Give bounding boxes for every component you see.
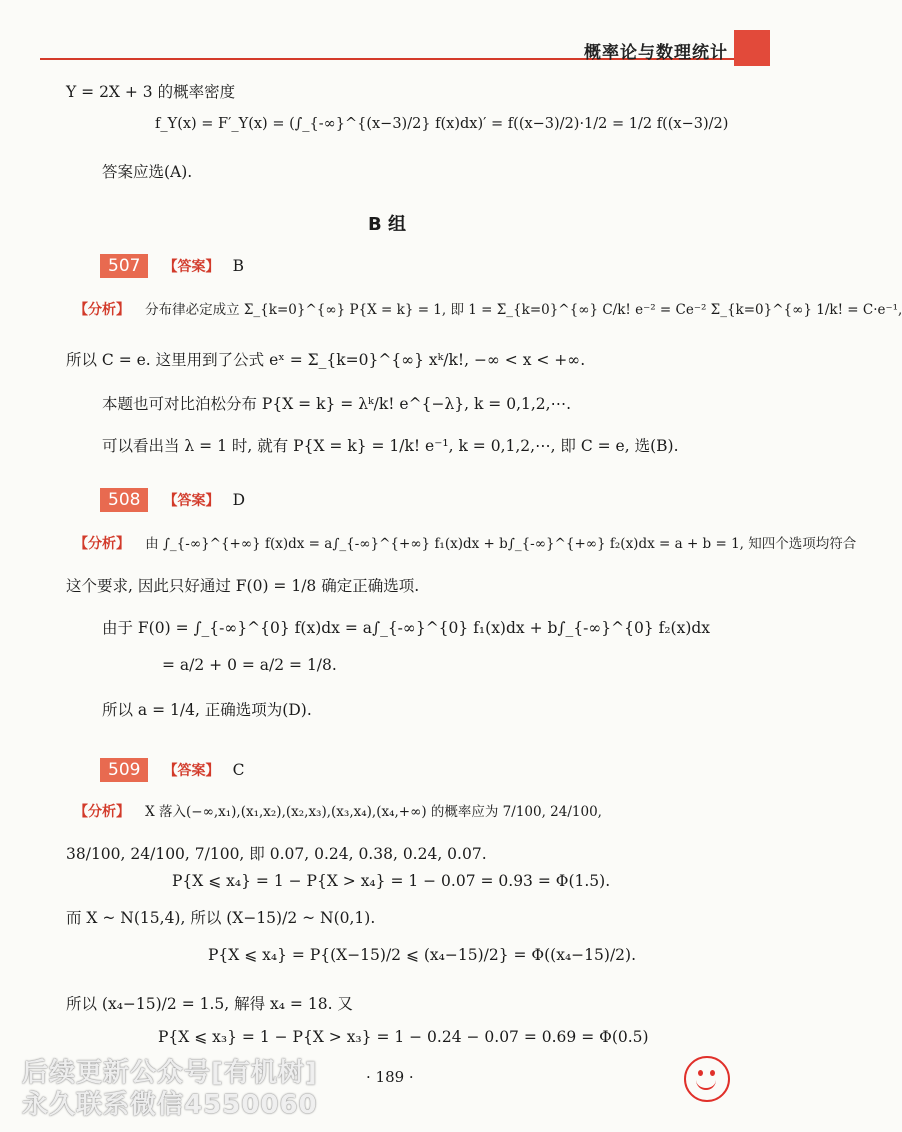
q509-answer-label: 【答案】 <box>163 763 220 779</box>
q509-line1: X 落入(−∞,x₁),(x₁,x₂),(x₂,x₃),(x₃,x₄),(x₄,+∞) 的概率应为 7/100, 24/100, <box>145 804 602 820</box>
q507-line4: 可以看出当 λ = 1 时, 就有 P{X = k} = 1/k! e⁻¹, k = 0,1,2,⋯, 即 C = e, 选(B). <box>102 437 679 455</box>
q507-line3: 本题也可对比泊松分布 P{X = k} = λᵏ/k! e^{−λ}, k = 0,1,2,⋯. <box>102 395 572 413</box>
q509-analysis-label: 【分析】 <box>74 804 130 820</box>
q509-answer: C <box>232 761 245 779</box>
q508-line5: 所以 a = 1/4, 正确选项为(D). <box>102 701 312 719</box>
q508-number: 508 <box>100 488 148 512</box>
q509-line6: 所以 (x₄−15)/2 = 1.5, 解得 x₄ = 18. 又 <box>66 995 353 1013</box>
q509-line3: P{X ⩽ x₄} = 1 − P{X > x₄} = 1 − 0.07 = 0.93 = Φ(1.5). <box>172 872 611 890</box>
q509-header <box>100 758 245 782</box>
q509-analysis-row <box>74 800 602 821</box>
intro-line: Y = 2X + 3 的概率密度 <box>66 83 236 101</box>
smiley-icon <box>684 1056 730 1102</box>
watermark-line1: 后续更新公众号[有机树] <box>22 1058 318 1088</box>
q507-line1: 分布律必定成立 Σ_{k=0}^{∞} P{X = k} = 1, 即 1 = Σ_{k=0}^{∞} C/k! e⁻² = Ce⁻² Σ_{k=0}^{∞} 1/k! = C·e⁻¹, <box>145 302 902 318</box>
q507-header <box>100 254 244 278</box>
q507-analysis-label: 【分析】 <box>74 302 130 318</box>
q508-header <box>100 488 245 512</box>
q509-line5: P{X ⩽ x₄} = P{(X−15)/2 ⩽ (x₄−15)/2} = Φ((x₄−15)/2). <box>208 946 636 964</box>
q509-number: 509 <box>100 758 148 782</box>
page-number: · 189 · <box>366 1068 414 1086</box>
q507-line2: 所以 C = e. 这里用到了公式 eˣ = Σ_{k=0}^{∞} xᵏ/k!, −∞ < x < +∞. <box>66 351 586 369</box>
header-tab <box>734 30 770 66</box>
q508-analysis-label: 【分析】 <box>74 536 130 552</box>
q507-answer-label: 【答案】 <box>163 259 220 275</box>
q508-analysis-row <box>74 532 856 553</box>
group-title: B 组 <box>368 214 406 235</box>
q509-line7: P{X ⩽ x₃} = 1 − P{X > x₃} = 1 − 0.24 − 0.07 = 0.69 = Φ(0.5) <box>158 1028 649 1046</box>
q507-answer: B <box>232 257 245 275</box>
watermark-line2: 永久联系微信4550060 <box>22 1090 318 1120</box>
q509-line2: 38/100, 24/100, 7/100, 即 0.07, 0.24, 0.38, 0.24, 0.07. <box>66 845 487 863</box>
q508-line4: = a/2 + 0 = a/2 = 1/8. <box>162 656 337 674</box>
chapter-title: 概率论与数理统计 <box>584 43 728 63</box>
q508-line2: 这个要求, 因此只好通过 F(0) = 1/8 确定正确选项. <box>66 577 420 595</box>
density-equation: f_Y(x) = F′_Y(x) = (∫_{-∞}^{(x−3)/2} f(x)dx)′ = f((x−3)/2)·1/2 = 1/2 f((x−3)/2) <box>155 116 729 132</box>
q508-line3: 由于 F(0) = ∫_{-∞}^{0} f(x)dx = a∫_{-∞}^{0} f₁(x)dx + b∫_{-∞}^{0} f₂(x)dx <box>102 619 711 637</box>
q507-analysis-row <box>74 298 902 319</box>
q507-number: 507 <box>100 254 148 278</box>
q508-answer-label: 【答案】 <box>163 493 220 509</box>
answer-line: 答案应选(A). <box>102 163 193 181</box>
q509-line4: 而 X ~ N(15,4), 所以 (X−15)/2 ~ N(0,1). <box>66 909 376 927</box>
q508-line1: 由 ∫_{-∞}^{+∞} f(x)dx = a∫_{-∞}^{+∞} f₁(x)dx + b∫_{-∞}^{+∞} f₂(x)dx = a + b = 1, 知四个选项均符合 <box>145 536 857 552</box>
q508-answer: D <box>232 491 246 509</box>
